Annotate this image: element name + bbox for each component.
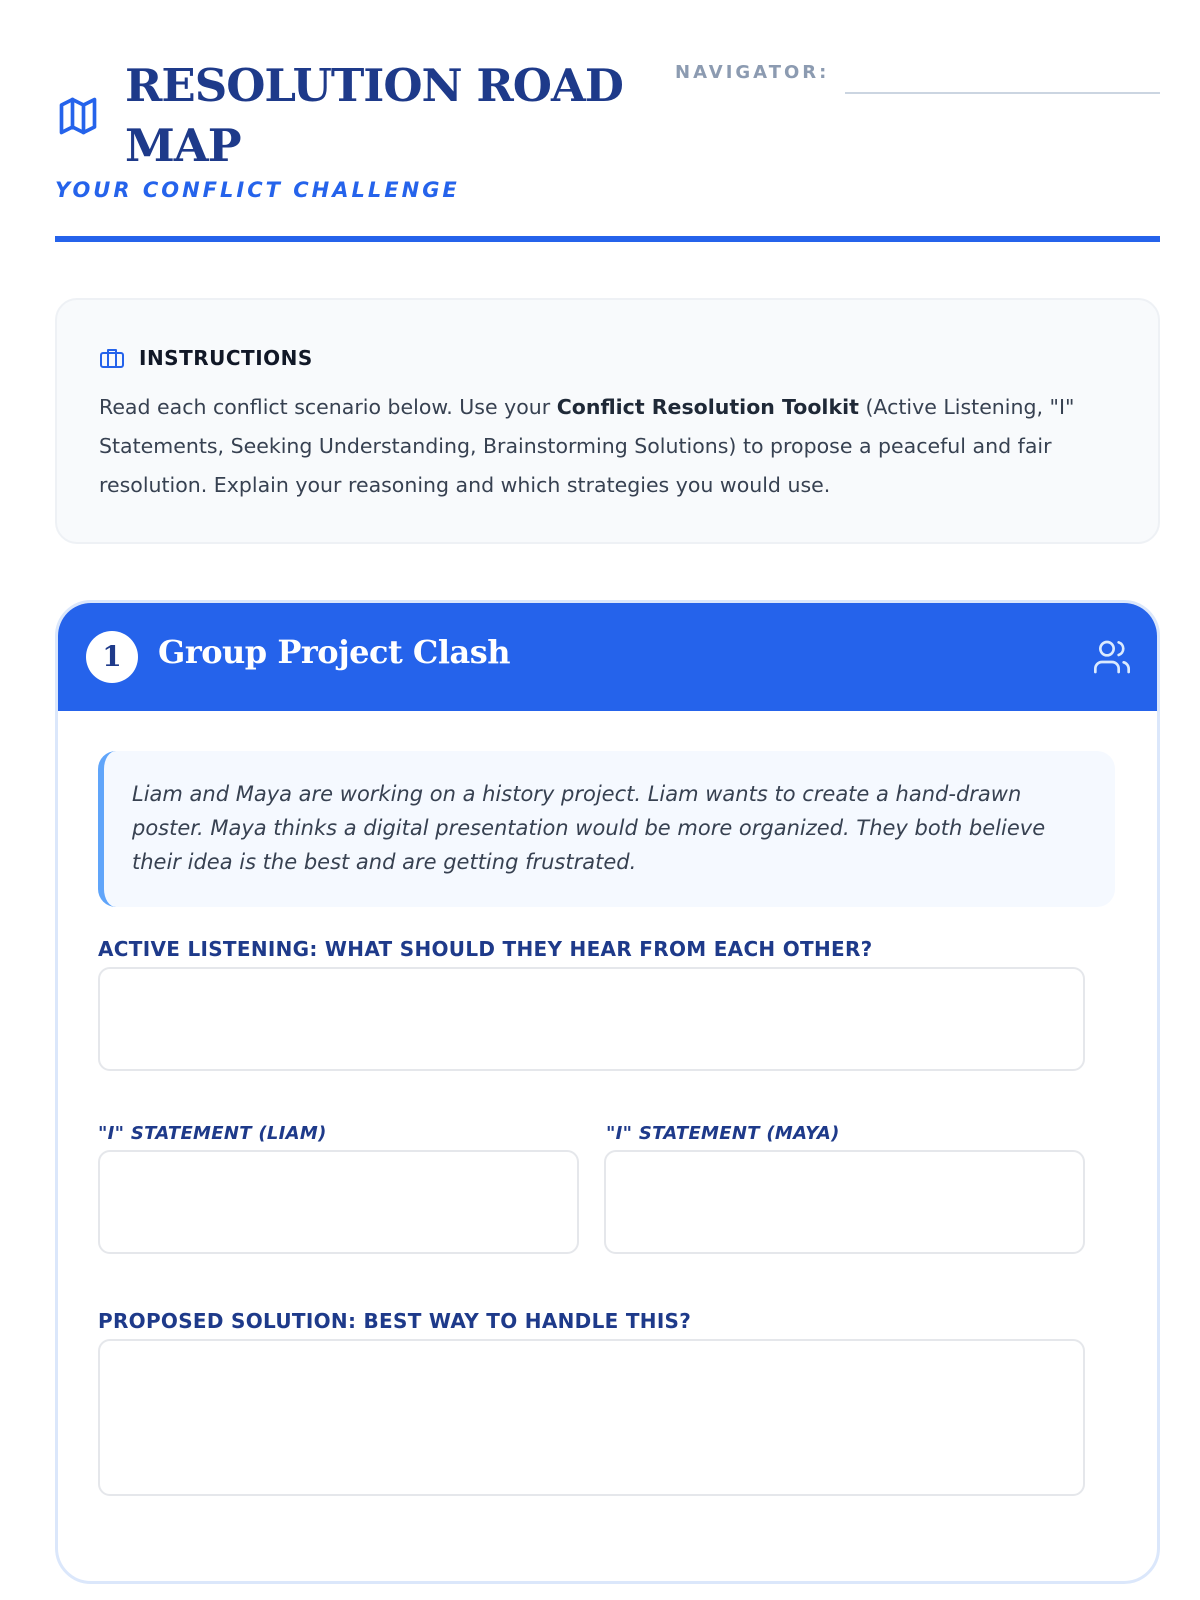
scenario-number: 1 (86, 631, 138, 683)
worksheet-header (55, 56, 1160, 244)
people-icon (1091, 637, 1133, 677)
instructions-panel (55, 298, 1160, 544)
proposed-solution-label: PROPOSED SOLUTION: BEST WAY TO HANDLE THIS? (98, 1309, 692, 1333)
navigator-label: NAVIGATOR: (675, 62, 830, 83)
scenario-title: Group Project Clash (158, 633, 511, 671)
toolkit-name: Conflict Resolution Toolkit (556, 395, 859, 419)
navigator-input-line[interactable] (845, 92, 1160, 94)
instructions-text: Read each conflict scenario below. Use your Conflict Resolution Toolkit (Active Listening, "I" Statements, Seeking Understanding, Brainstorming Solutions) to propose a peaceful and fair resolution. Explain your reasoning and which strategies you would use. (99, 395, 1075, 497)
toolkit-icon (99, 347, 125, 369)
i-statement-maya-label: "I" STATEMENT (MAYA) (606, 1123, 840, 1144)
header-divider (55, 236, 1160, 242)
scenario-description: Liam and Maya are working on a history project. Liam wants to create a hand-drawn poster. Maya thinks a digital presentation would be more organized. They both believe their idea is the best and are getting frustrated. (98, 751, 1115, 907)
proposed-solution-answer-box[interactable] (98, 1339, 1085, 1496)
instructions-title: INSTRUCTIONS (139, 346, 313, 370)
active-listening-label: ACTIVE LISTENING: WHAT SHOULD THEY HEAR FROM EACH OTHER? (98, 937, 873, 961)
i-statement-liam-label: "I" STATEMENT (LIAM) (98, 1123, 327, 1144)
instructions-heading (99, 346, 313, 370)
page-subtitle: YOUR CONFLICT CHALLENGE (55, 178, 460, 202)
i-statement-liam-answer-box[interactable] (98, 1150, 579, 1254)
page-title: RESOLUTION ROAD MAP (125, 59, 623, 172)
scenario-header (58, 603, 1157, 711)
scenario-card (55, 600, 1160, 1584)
map-icon (55, 94, 101, 138)
i-statement-maya-answer-box[interactable] (604, 1150, 1085, 1254)
active-listening-answer-box[interactable] (98, 967, 1085, 1071)
